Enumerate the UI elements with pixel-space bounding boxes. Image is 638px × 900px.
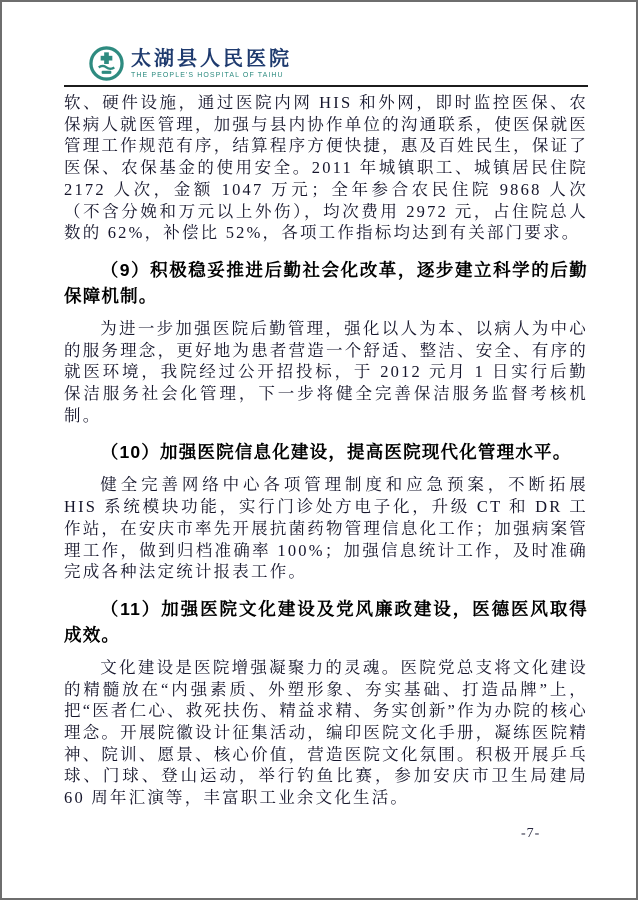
section-heading-10: （10）加强医院信息化建设，提高医院现代化管理水平。 (100, 442, 572, 463)
document-header (64, 44, 588, 87)
paragraph-section-11: 文化建设是医院增强凝聚力的灵魂。医院党总支将文化建设的精髓放在“内强素质、外塑形象、夯实基础、打造品牌”上，把“医者仁心、救死扶伤、精益求精、务实创新”作为办院的核心理念。开展院徽设计征集活动，编印医院文化手册，凝练医院精神、院训、愿景、核心价值，营造医院文化氛围。积极开展乒乓球、门球、登山运动，举行钓鱼比赛，参加安庆市卫生局建局 60 周年汇演等，丰富职工业余文化生活。 (64, 657, 588, 808)
page-number: -7- (521, 826, 541, 841)
hospital-logo-text (131, 47, 292, 80)
paragraph-section-9: 为进一步加强医院后勤管理，强化以人为本、以病人为中心的服务理念，更好地为患者营造一个舒适、整洁、安全、有序的就医环境，我院经过公开招投标，于 2012 元月 1 日实行后勤保洁服务社会化管理，下一步将健全完善保洁服务监督考核机制。 (64, 318, 588, 425)
section-heading-11: （11）加强医院文化建设及党风廉政建设，医德医风取得成效。 (64, 598, 588, 645)
paragraph-section-10: 健全完善网络中心各项管理制度和应急预案，不断拓展 HIS 系统模块功能，实行门诊处方电子化，升级 CT 和 DR 工作站，在安庆市率先开展抗菌药物管理信息化工作；加强病案管理工作，做到归档准确率 100%；加强信息统计工作，及时准确完成各种法定统计报表工作。 (64, 475, 588, 582)
hospital-name: 太湖县人民医院 (131, 47, 292, 70)
paragraph-continuation: 软、硬件设施，通过医院内网 HIS 和外网，即时监控医保、农保病人就医管理，加强与县内协作单位的沟通联系，使医保就医管理工作规范有序，结算程序方便快捷，惠及百姓民生，保证了医保、农保基金的使用安全。2011 年城镇职工、城镇居民住院 2172 人次，金额 1047 万元；全年参合农民住院 9868 人次（不含分娩和万元以上外伤），均次费用 2972 元，占住院总人数的 62%，补偿比 52%，各项工作指标均达到有关部门要求。 (64, 93, 588, 243)
section-heading-9: （9）积极稳妥推进后勤社会化改革，逐步建立科学的后勤保障机制。 (64, 259, 588, 306)
document-body (64, 92, 588, 809)
hospital-emblem-icon (89, 46, 124, 81)
hospital-name-english: THE PEOPLE'S HOSPITAL OF TAIHU (131, 71, 284, 79)
hospital-logo (89, 44, 588, 82)
header-rule (64, 85, 588, 87)
